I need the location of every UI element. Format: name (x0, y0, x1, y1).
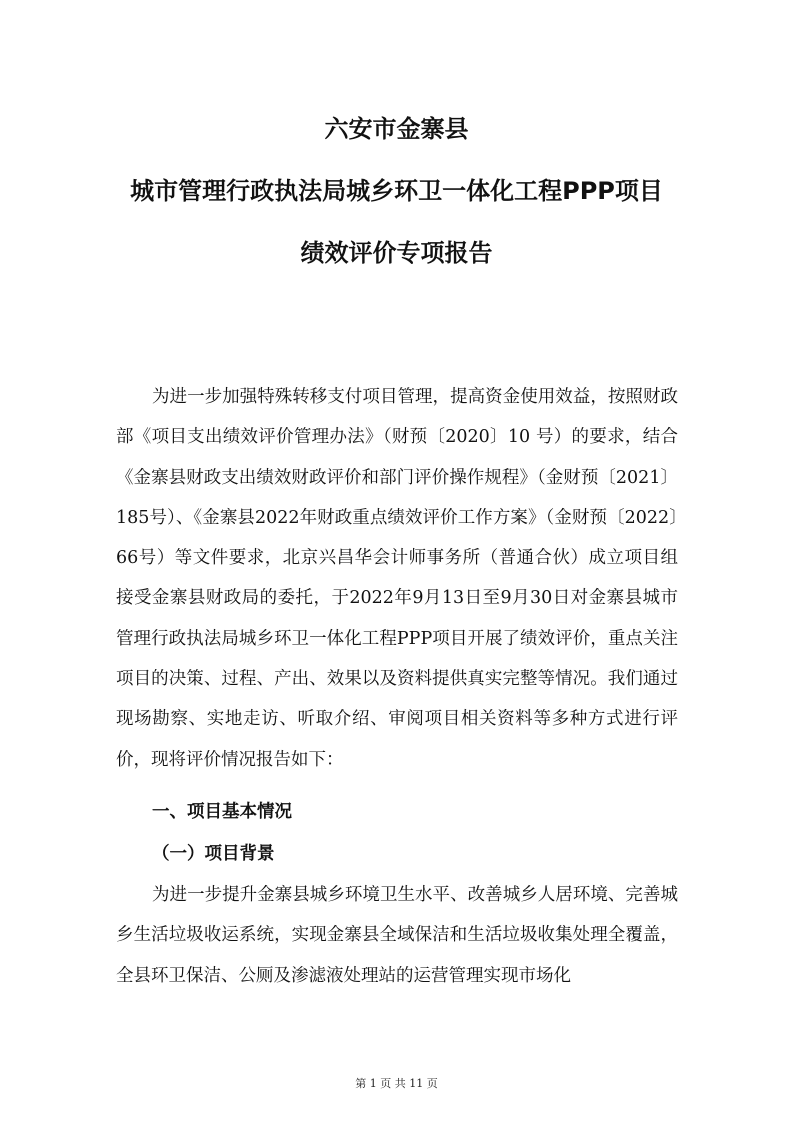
section-heading-project-overview: 一、项目基本情况 (152, 802, 292, 822)
document-title-line-1: 六安市金寨县 (324, 115, 469, 143)
intro-paragraph: 为进一步加强特殊转移支付项目管理，提高资金使用效益，按照财政部《项目支出绩效评价管理办法》（财预〔2020〕10 号）的要求，结合《金寨县财政支出绩效财政评价和部门评价操作规程》（金财预〔2021〕185号）、《金寨县2022年财政重点绩效评价工作方案》（金财预〔2022〕66号）等文件要求，北京兴昌华会计师事务所（普通合伙）成立项目组接受金寨县财政局的委托，于2022年9月13日至9月30日对金寨县城市管理行政执法局城乡环卫一体化工程PPP项目开展了绩效评价，重点关注项目的决策、过程、产出、效果以及资料提供真实完整等情况。我们通过现场勘察、实地走访、听取介绍、审阅项目相关资料等多种方式进行评价，现将评价情况报告如下： (116, 387, 678, 770)
page-footer: 第 1 页 共 11 页 (355, 1077, 438, 1090)
document-title-line-2: 城市管理行政执法局城乡环卫一体化工程PPP项目 (130, 177, 663, 205)
background-paragraph: 为进一步提升金寨县城乡环境卫生水平、改善城乡人居环境、完善城乡生活垃圾收运系统，实现金寨县全域保洁和生活垃圾收集处理全覆盖，全县环卫保洁、公厕及渗滤液处理站的运营管理实现市场化 (116, 885, 678, 986)
document-title-line-3: 绩效评价专项报告 (300, 239, 493, 267)
subsection-heading-project-background: （一）项目背景 (152, 844, 275, 864)
